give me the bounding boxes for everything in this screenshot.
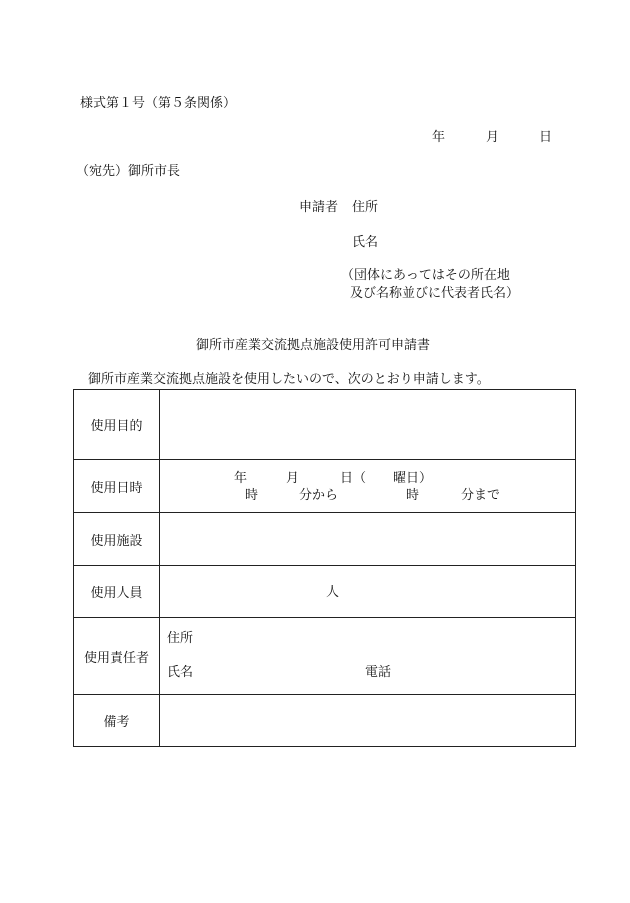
purpose-row (74, 390, 576, 460)
datetime-hour-from: 時 (245, 488, 259, 503)
datetime-row (74, 460, 576, 513)
people-unit: 人 (326, 585, 340, 600)
datetime-day: 日（ (340, 471, 367, 486)
applicant-label: 申請者 (299, 200, 339, 215)
applicant-note-line1: （団体にあってはその所在地 (341, 268, 510, 283)
people-row (74, 566, 576, 618)
facility-row (74, 513, 576, 566)
facility-field[interactable] (160, 513, 576, 566)
responsible-phone-label: 電話 (365, 665, 392, 680)
applicant-address-label: 住所 (352, 200, 379, 215)
datetime-minute-to: 分まで (461, 488, 501, 503)
applicant-name-label: 氏名 (352, 235, 379, 250)
responsible-name-label: 氏名 (167, 665, 194, 680)
remarks-field[interactable] (160, 695, 576, 747)
datetime-month: 月 (286, 471, 300, 486)
purpose-label: 使用目的 (74, 390, 160, 460)
remarks-label: 備考 (74, 695, 160, 747)
datetime-year: 年 (234, 471, 248, 486)
application-table (73, 389, 576, 747)
date-year-label: 年 (432, 130, 446, 145)
facility-label: 使用施設 (74, 513, 160, 566)
responsible-field[interactable] (160, 618, 576, 695)
datetime-hour-to: 時 (406, 488, 420, 503)
responsible-label: 使用責任者 (74, 618, 160, 695)
addressee: （宛先）御所市長 (76, 164, 181, 179)
date-day-label: 日 (539, 130, 553, 145)
people-label: 使用人員 (74, 566, 160, 618)
form-number: 様式第１号（第５条関係） (80, 96, 237, 111)
purpose-field[interactable] (160, 390, 576, 460)
applicant-note-line2: 及び名称並びに代表者氏名） (350, 286, 520, 301)
datetime-field[interactable] (160, 460, 576, 513)
datetime-label: 使用日時 (74, 460, 160, 513)
intro-text: 御所市産業交流拠点施設を使用したいので、次のとおり申請します。 (88, 372, 490, 387)
remarks-row (74, 695, 576, 747)
people-field[interactable] (160, 566, 576, 618)
datetime-minute-from: 分から (299, 488, 339, 503)
datetime-weekday: 曜日） (393, 471, 433, 486)
document-title: 御所市産業交流拠点施設使用許可申請書 (196, 338, 431, 353)
date-month-label: 月 (486, 130, 500, 145)
responsible-address-label: 住所 (167, 631, 194, 646)
responsible-row (74, 618, 576, 695)
